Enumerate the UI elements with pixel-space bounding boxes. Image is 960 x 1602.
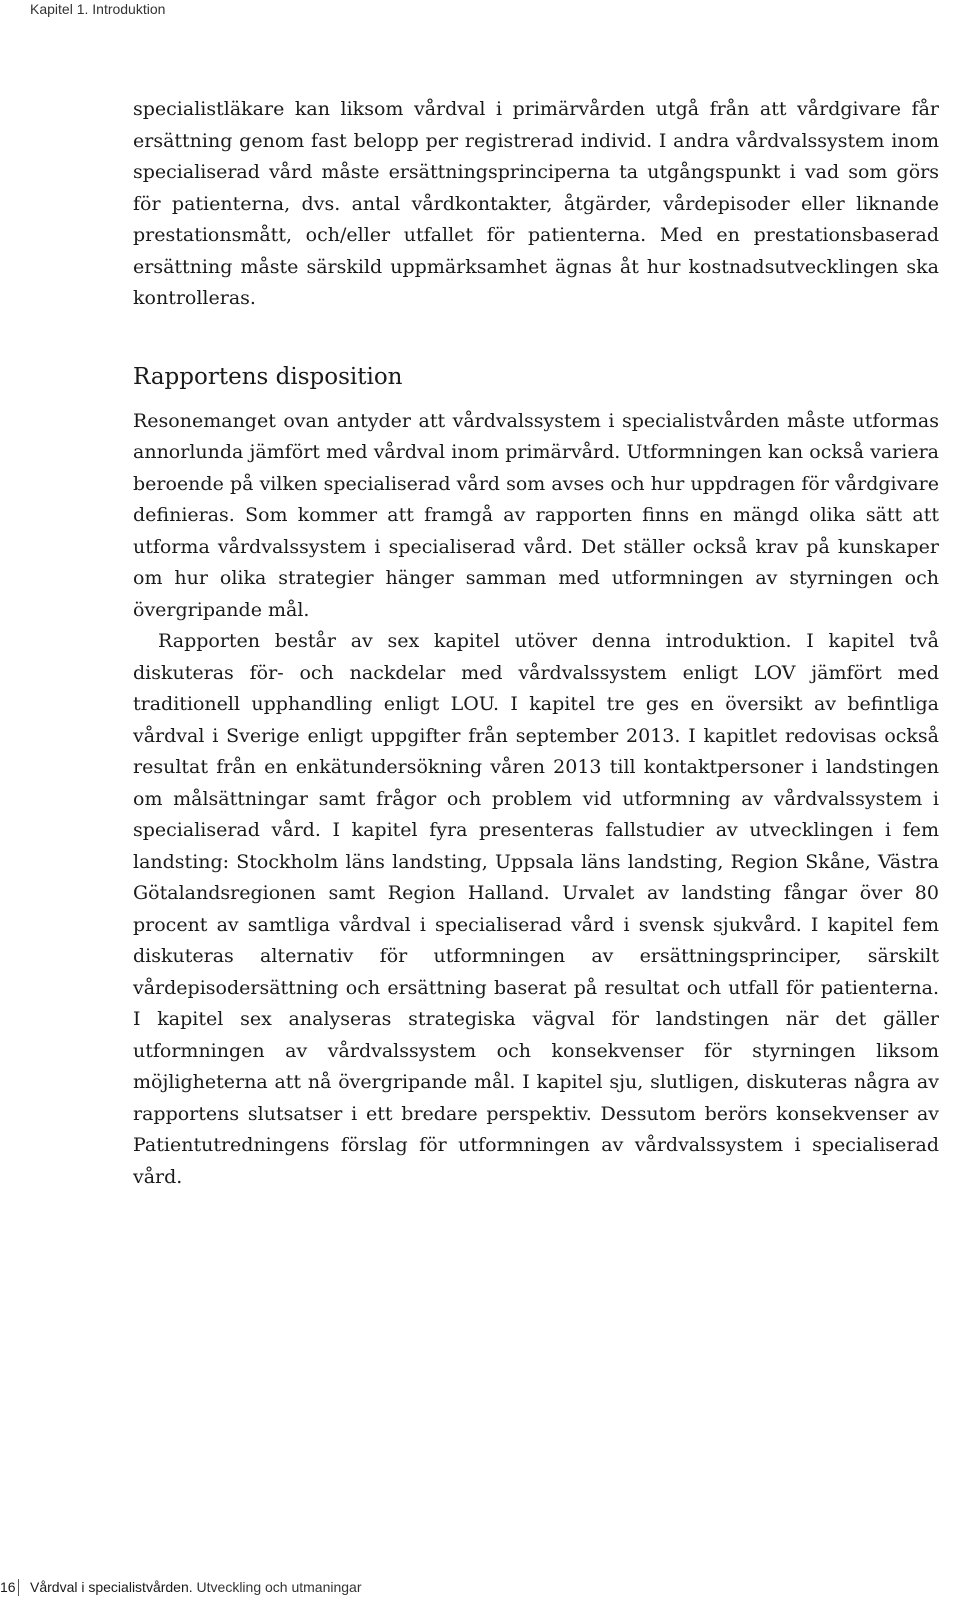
intro-paragraph: specialistläkare kan liksom vårdval i primärvården utgå från att vårdgivare får ersättning genom fast belopp per registrerad individ. I andra vårdvalssystem inom specialiserad vård måste ersättningsprinciperna ta utgångspunkt i vad som görs för patienterna, dvs. antal vårdkontakter, åtgärder, vårdepisoder eller liknande prestationsmått, och/eller utfallet för patienterna. Med en prestationsbaserad ersättning måste särskild uppmärksamhet ägnas åt hur kostnadsutvecklingen ska kontrolleras. <box>133 98 939 309</box>
footer-divider <box>18 1579 19 1596</box>
footer-book-title <box>30 1578 362 1596</box>
section-paragraph: Rapporten består av sex kapitel utöver denna introduktion. I kapitel två diskuteras för- och nackdelar med vårdvalssystem enligt LOV jämfört med traditionell upphandling enligt LOU. I kapitel tre ges en översikt av befintliga vårdval i Sverige enligt uppgifter från september 2013. I kapitlet redovisas också resultat från en enkätundersökning våren 2013 till kontaktpersoner i landstingen om målsättningar samt frågor och problem vid utformning av vårdvalssystem i specialiserad vård. I kapitel fyra presenteras fallstudier av utvecklingen i fem landsting: Stockholm läns landsting, Uppsala läns landsting, Region Skåne, Västra Götalandsregionen samt Region Halland. Urvalet av landsting fångar över 80 procent av samtliga vårdval i specialiserad vård i svensk sjukvård. I kapitel fem diskuteras alternativ för utformningen av ersättningsprinciper, särskilt vårdepisodersättning och ersättning baserat på resultat och utfall för patienterna. I kapitel sex analyseras strategiska vägval för landstingen när det gäller utformningen av vårdvalssystem och konsekvenser för styrningen liksom möjligheterna att nå övergripande mål. I kapitel sju, slutligen, diskuteras några av rapportens slutsatser i ett bredare perspektiv. Dessutom berörs konsekvenser av Patientutredningens förslag för utformningen av vårdvalssystem i specialiserad vård. <box>133 630 939 1188</box>
body-text <box>133 94 939 1193</box>
running-head: Kapitel 1. Introduktion <box>30 1 166 17</box>
page-number: 16 <box>0 1579 16 1595</box>
section-paragraph: Resonemanget ovan antyder att vårdvalssystem i specialistvården måste utformas annorlunda jämfört med vårdval inom primärvård. Utformningen kan också variera beroende på vilken specialiserad vård som avses och hur uppdragen för vårdgivare definieras. Som kommer att framgå av rapporten finns en mängd olika sätt att utforma vårdvalssystem i specialiserad vård. Det ställer också krav på kunskaper om hur olika strategier hänger samman med utformningen av styrningen och övergripande mål. <box>133 409 939 621</box>
page-footer <box>0 1578 960 1598</box>
footer-title-subtitle: Utveckling och utmaningar <box>192 1579 362 1595</box>
footer-title-main: Vårdval i specialistvården. <box>30 1579 193 1595</box>
section-heading: Rapportens disposition <box>133 363 403 390</box>
